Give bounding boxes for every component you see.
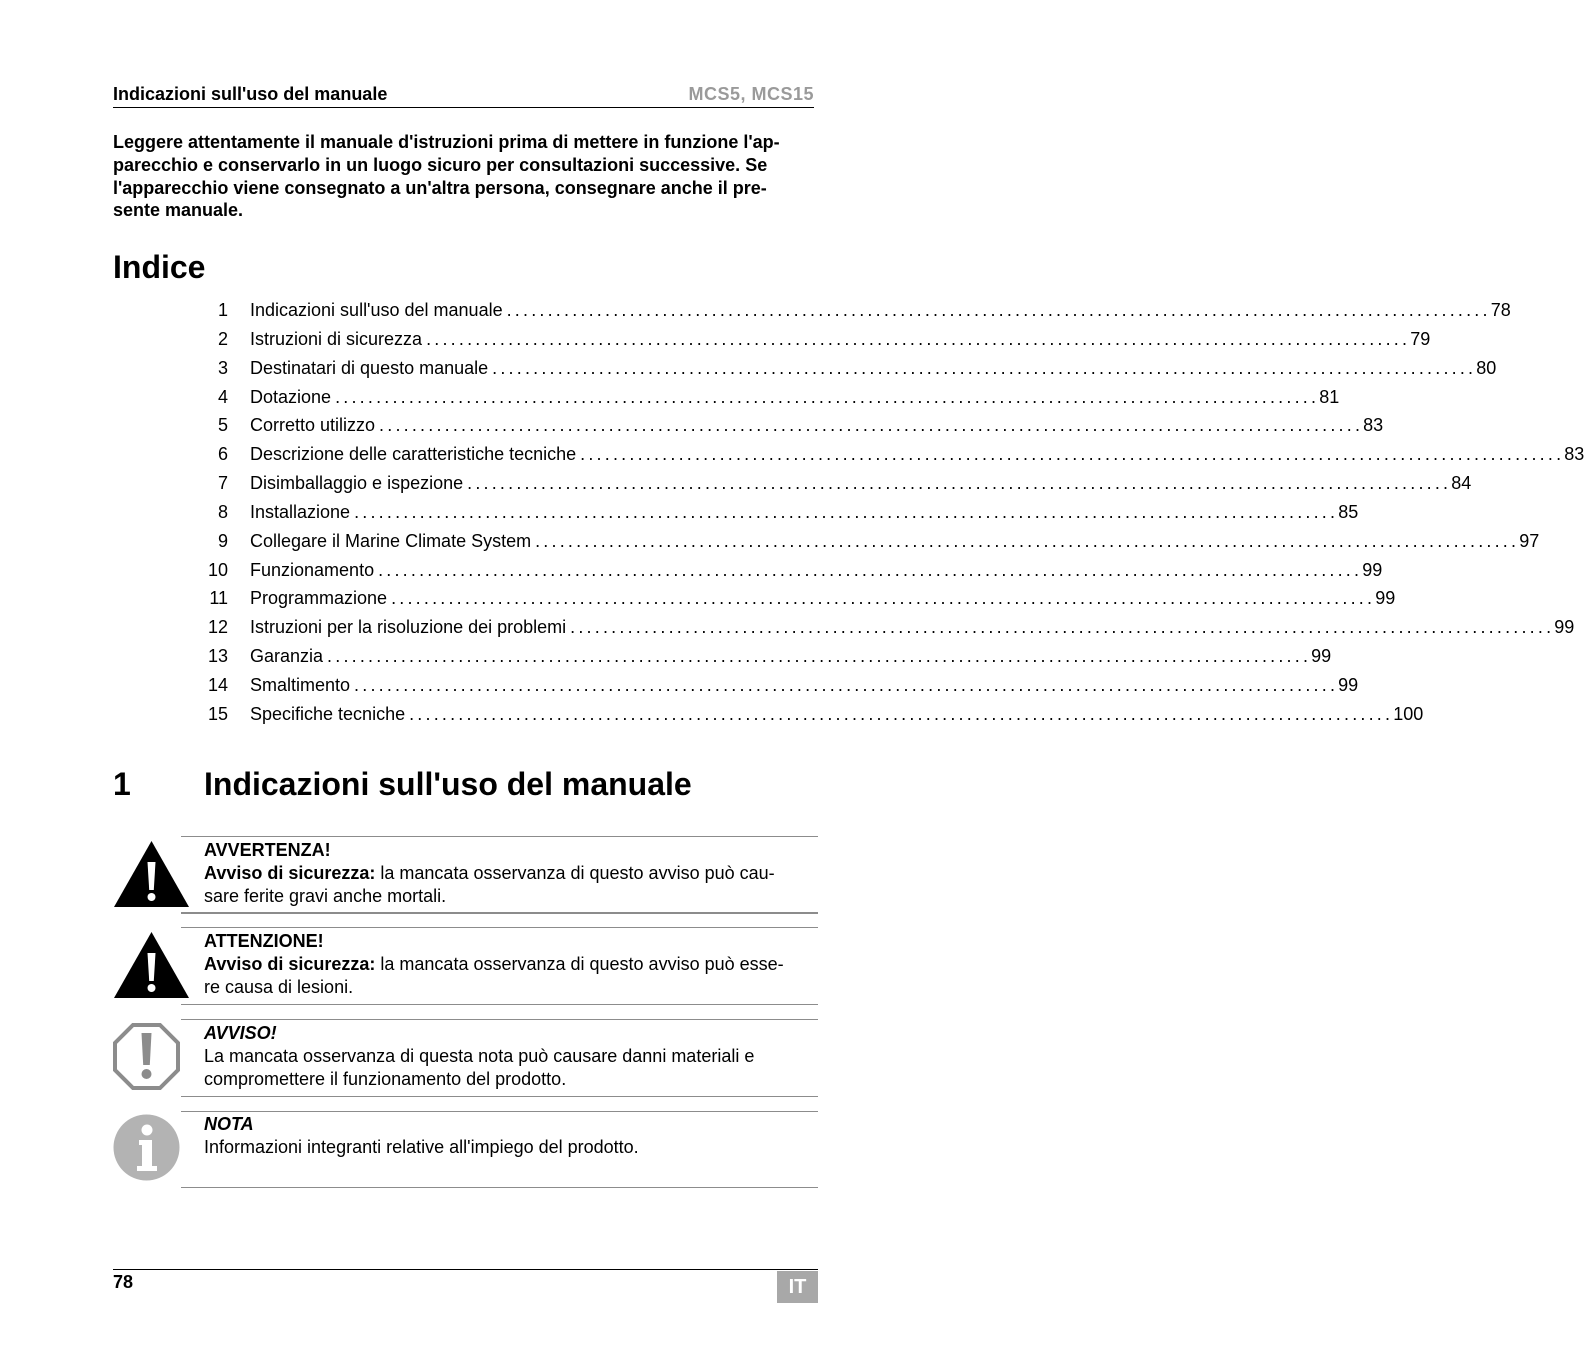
- toc-title: Garanzia: [250, 642, 327, 671]
- toc-entry[interactable]: [200, 642, 1332, 671]
- notice-text: compromettere il funzionamento del prodotto.: [204, 1068, 567, 1089]
- toc-leader: ........................................................................................................................: [378, 559, 1363, 580]
- notice-heading: AVVISO!: [204, 1023, 277, 1043]
- toc-leader: ........................................................................................................................: [327, 646, 1312, 667]
- toc-page: 84: [1451, 473, 1472, 494]
- toc-page: 99: [1554, 617, 1575, 638]
- language-badge: IT: [777, 1271, 818, 1303]
- toc-number: 9: [217, 530, 228, 551]
- toc-number: 13: [207, 646, 228, 667]
- toc-number: 1: [217, 300, 228, 320]
- warning-triangle-icon: [113, 840, 190, 908]
- notice-text: la mancata osservanza di questo avviso può esse-: [375, 953, 784, 974]
- toc-leader: ........................................................................................................................: [570, 617, 1555, 638]
- nota-notice: [204, 1113, 818, 1159]
- notice-lead: Avviso di sicurezza:: [204, 953, 376, 974]
- toc-title: Destinatari di questo manuale: [250, 354, 492, 383]
- toc-title: Corretto utilizzo: [250, 411, 379, 440]
- toc-number: 11: [209, 588, 228, 609]
- toc-title: Istruzioni per la risoluzione dei problemi: [250, 613, 570, 642]
- toc-title: Descrizione delle caratteristiche tecniche: [250, 440, 580, 469]
- intro-line: l'apparecchio viene consegnato a un'altra persona, consegnare anche il pre-: [113, 177, 767, 198]
- toc-leader: ........................................................................................................................: [580, 444, 1565, 465]
- toc-entry[interactable]: [200, 700, 1424, 729]
- header-divider: [113, 107, 814, 108]
- notice-divider: [181, 1004, 818, 1005]
- page-number: 78: [113, 1272, 134, 1292]
- notice-lead: Avviso di sicurezza:: [204, 862, 376, 883]
- toc-number: 15: [207, 703, 228, 724]
- notice-divider: [181, 1019, 818, 1020]
- toc-entry[interactable]: [200, 440, 1584, 469]
- section-number: 1: [113, 766, 131, 802]
- notice-text: Informazioni integranti relative all'impiego del prodotto.: [204, 1136, 639, 1157]
- toc-entry[interactable]: [200, 671, 1359, 700]
- notice-heading: AVVERTENZA!: [204, 840, 331, 860]
- toc-leader: ........................................................................................................................: [409, 703, 1394, 724]
- toc-title: Collegare il Marine Climate System: [250, 527, 535, 556]
- toc-title: Funzionamento: [250, 556, 378, 585]
- avviso-notice: [204, 1022, 818, 1090]
- table-of-contents: [200, 296, 1584, 729]
- toc-leader: ........................................................................................................................: [467, 473, 1452, 494]
- toc-leader: ........................................................................................................................: [354, 501, 1339, 522]
- intro-paragraph: [113, 131, 818, 222]
- toc-page: 100: [1393, 703, 1424, 724]
- toc-entry[interactable]: [200, 325, 1431, 354]
- notice-text: la mancata osservanza di questo avviso può cau-: [375, 862, 775, 883]
- toc-title: Disimballaggio e ispezione: [250, 469, 467, 498]
- toc-page: 80: [1476, 357, 1497, 378]
- toc-leader: ........................................................................................................................: [492, 357, 1477, 378]
- toc-number: 7: [217, 473, 228, 494]
- toc-title: Istruzioni di sicurezza: [250, 325, 426, 354]
- toc-number: 4: [217, 386, 228, 407]
- notice-heading: ATTENZIONE!: [204, 931, 324, 951]
- toc-entry[interactable]: [200, 527, 1540, 556]
- toc-title: Dotazione: [250, 383, 335, 412]
- notice-text: re causa di lesioni.: [204, 976, 354, 997]
- toc-title: Installazione: [250, 498, 354, 527]
- toc-page: 81: [1319, 386, 1340, 407]
- intro-line: sente manuale.: [113, 200, 244, 221]
- toc-page: 83: [1564, 444, 1584, 465]
- intro-line: Leggere attentamente il manuale d'istruzioni prima di mettere in funzione l'ap-: [113, 132, 780, 152]
- toc-leader: ........................................................................................................................: [391, 588, 1376, 609]
- notice-text: sare ferite gravi anche mortali.: [204, 885, 447, 906]
- toc-page: 97: [1519, 530, 1540, 551]
- notice-heading: NOTA: [204, 1114, 254, 1134]
- toc-leader: ........................................................................................................................: [506, 300, 1491, 320]
- toc-title: Programmazione: [250, 584, 391, 613]
- notice-divider: [181, 927, 818, 928]
- toc-page: 78: [1490, 300, 1511, 320]
- toc-number: 14: [207, 674, 228, 695]
- toc-number: 10: [207, 559, 228, 580]
- notice-divider: [181, 1187, 818, 1188]
- running-header-model: MCS5, MCS15: [688, 84, 814, 104]
- toc-title: Smaltimento: [250, 671, 354, 700]
- toc-leader: ........................................................................................................................: [535, 530, 1520, 551]
- toc-number: 6: [217, 444, 228, 465]
- toc-leader: ........................................................................................................................: [335, 386, 1320, 407]
- toc-entry[interactable]: [200, 296, 1511, 325]
- toc-number: 5: [217, 415, 228, 436]
- index-heading: Indice: [113, 249, 206, 285]
- notice-divider: [181, 1111, 818, 1112]
- toc-page: 85: [1338, 501, 1359, 522]
- toc-number: 12: [207, 617, 228, 638]
- warning-triangle-icon: [113, 931, 190, 999]
- octagon-exclamation-icon: [113, 1023, 180, 1090]
- toc-page: 99: [1311, 646, 1332, 667]
- toc-entry[interactable]: [200, 469, 1472, 498]
- toc-number: 3: [217, 357, 228, 378]
- toc-entry[interactable]: [200, 354, 1497, 383]
- warning-notice: [204, 839, 818, 907]
- toc-entry[interactable]: [200, 556, 1383, 585]
- toc-entry[interactable]: [200, 411, 1384, 440]
- toc-leader: ........................................................................................................................: [379, 415, 1364, 436]
- toc-number: 2: [217, 328, 228, 349]
- notice-divider: [181, 836, 818, 837]
- footer-divider: [113, 1269, 818, 1270]
- toc-leader: ........................................................................................................................: [426, 328, 1411, 349]
- section-title: Indicazioni sull'uso del manuale: [204, 766, 692, 802]
- toc-number: 8: [217, 501, 228, 522]
- toc-title: Indicazioni sull'uso del manuale: [250, 296, 507, 325]
- toc-entry[interactable]: [200, 498, 1359, 527]
- toc-entry[interactable]: [200, 383, 1340, 412]
- notice-text: La mancata osservanza di questa nota può causare danni materiali e: [204, 1045, 755, 1066]
- toc-page: 83: [1363, 415, 1384, 436]
- notice-divider: [181, 912, 818, 914]
- toc-page: 79: [1410, 328, 1431, 349]
- toc-title: Specifiche tecniche: [250, 700, 409, 729]
- toc-page: 99: [1338, 674, 1359, 695]
- running-header-title: Indicazioni sull'uso del manuale: [113, 84, 388, 104]
- info-circle-icon: [113, 1114, 180, 1181]
- toc-leader: ........................................................................................................................: [354, 674, 1339, 695]
- intro-line: parecchio e conservarlo in un luogo sicuro per consultazioni successive. Se: [113, 154, 768, 175]
- toc-entry[interactable]: [200, 584, 1396, 613]
- toc-page: 99: [1375, 588, 1396, 609]
- toc-page: 99: [1362, 559, 1383, 580]
- caution-notice: [204, 930, 818, 998]
- notice-divider: [181, 1096, 818, 1097]
- toc-entry[interactable]: [200, 613, 1575, 642]
